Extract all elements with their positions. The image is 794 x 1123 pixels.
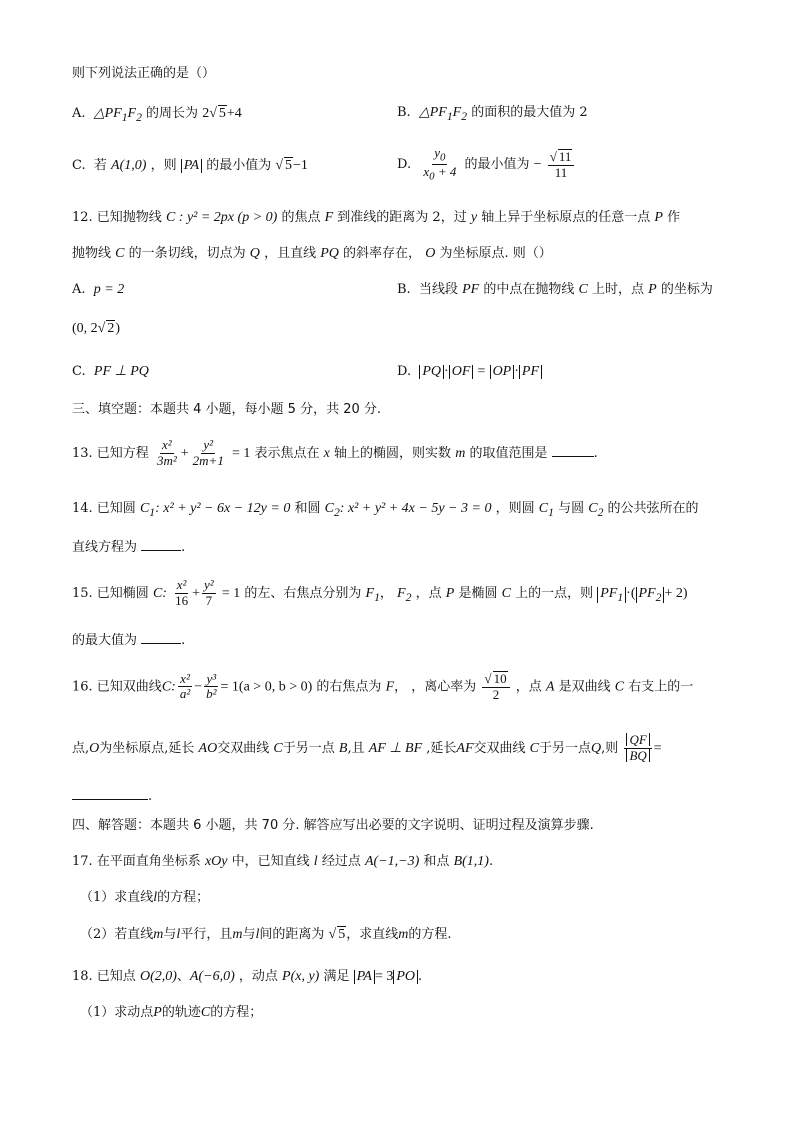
fraction-root11: $\frac{√ 11}{11}$ <box>548 149 575 181</box>
triangle-pf1f2: $\triangle PF_1F_2$ <box>93 106 142 124</box>
q16-line3: . <box>72 787 152 805</box>
q12-option-a: A. p = 2 <box>72 282 125 297</box>
q13: 13. 已知方程 $\frac{\text{x²}}{\text{3m²}}$ + $\frac{\text{y²}}{2m+1}$ = 1 表示焦点在 x 轴上的椭圆，则实数 m 的取值范围是 . <box>72 437 598 468</box>
q12-option-c: C. PF ⊥ PQ <box>72 364 149 379</box>
q14-line1: 14. 已知圆 $C_1$: x² + y² − 6x − 12y = 0 和圆 $C_2$: x² + y² + 4x − 5y − 3 = 0 ，则圆 $C_1$ 与圆 $C_2$ 的公共弦所在的 <box>72 501 699 519</box>
q12-stem-line1: 12. 已知抛物线 C : y² = 2px (p > 0) 的焦点 F 到准线的距离为 2，过 y 轴上异于坐标原点的任意一点 P 作 <box>72 210 681 225</box>
q14-line2: 直线方程为 . <box>72 540 186 555</box>
q11-option-b: B. $\triangle PF_1F_2$ 的面积的最大值为 2 <box>397 105 588 123</box>
q12-option-b: B. 当线段 PF 的中点在抛物线 C 上时，点 P 的坐标为 <box>397 282 713 297</box>
q16-line2: 点,O为坐标原点,延长 AO交双曲线 C于另一点 B,且 AF ⊥ BF ,延长AF交双曲线 C于另一点Q,则 $\frac{QF}{BQ}$ = <box>72 732 662 763</box>
answer-blank[interactable] <box>72 787 148 800</box>
answer-blank[interactable] <box>552 444 594 457</box>
q12-stem-line2: 抛物线 C 的一条切线，切点为 Q ，且直线 PQ 的斜率存在， O 为坐标原点. 则（） <box>72 246 552 261</box>
q17-stem: 17. 在平面直角坐标系 xOy 中，已知直线 l 经过点 A(−1,−3) 和点 B(1,1). <box>72 854 494 869</box>
q12-option-b-point: (0, 2√ 2) <box>72 321 121 336</box>
perimeter-value: 2√ 5+4 <box>202 106 242 121</box>
q16-line1: 16. 已知双曲线C: $\frac{\text{x²}}{\text{a²}}$ − $\frac{\text{y³}}{\text{b²}}$ = 1(a > 0, b > 0) 的右焦点为 F， ，离心率为 $\frac{√ 10}{2}$ ，点 A 是双曲线 C 右支上的一 <box>72 670 694 702</box>
q15-line2: 的最大值为 . <box>72 633 186 648</box>
answer-blank[interactable] <box>141 538 181 551</box>
q11-stem: 则下列说法正确的是（） <box>72 66 216 81</box>
q15-line1: 15. 已知椭圆 C: $\frac{\text{x²}}{16}$ + $\frac{\text{y²}}{7}$ = 1 的左、右焦点分别为 $F_1$， $F_2$ ，点 P 是椭圆 C 上的一点，则 $PF_1$ ·( $PF_2 + 2$) <box>72 577 688 608</box>
q12-option-d: D. PQ · OF = OP · PF <box>397 364 542 381</box>
answer-blank[interactable] <box>141 631 181 644</box>
q18-stem: 18. 已知点 O(2,0)、A(−6,0) ，动点 P(x, y) 满足 PA = 3 PO . <box>72 969 423 984</box>
section-3-heading: 三、填空题：本题共 4 小题，每小题 5 分，共 20 分. <box>72 402 382 417</box>
q18-part1: （1）求动点P的轨迹C的方程； <box>80 1005 263 1020</box>
section-4-heading: 四、解答题：本题共 6 小题，共 70 分. 解答应写出必要的文字说明、证明过程及演算步骤. <box>72 818 594 833</box>
fraction-y0-x0: $\frac{y_0}{x_0 + 4}$ <box>423 145 457 183</box>
q11-option-c: C. 若 A(1,0) ，则 PA 的最小值为 √ 5−1 <box>72 158 308 173</box>
q17-part1: （1）求直线l的方程； <box>80 890 210 905</box>
q11-option-d: D. $\frac{y_0}{x_0 + 4}$ 的最小值为 − $\frac{√ 11}{11}$ <box>397 146 576 183</box>
q11-option-a: A. $\triangle PF_1F_2$ 的周长为 2√ 5+4 <box>72 106 242 124</box>
q17-part2: （2）若直线m与l平行，且m与l间的距离为 √ 5，求直线m的方程. <box>80 927 452 942</box>
